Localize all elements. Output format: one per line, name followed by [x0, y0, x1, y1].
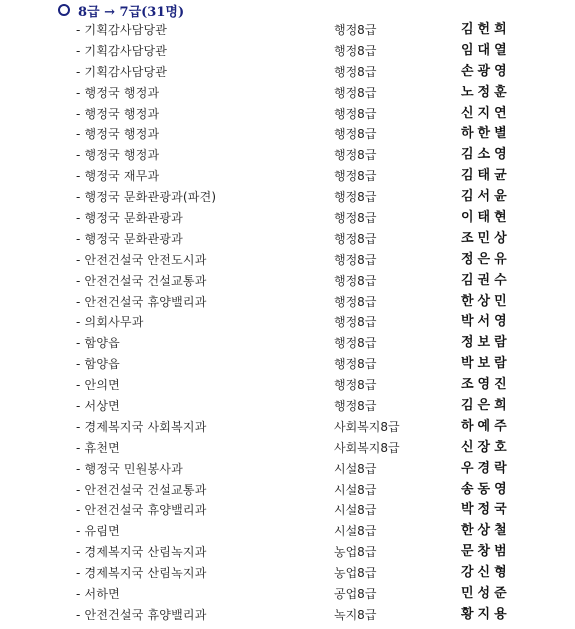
department-label: - 경제복지국 산림녹지과	[76, 566, 207, 581]
department-label: - 행정국 재무과	[76, 169, 160, 184]
person-name: 정보람	[461, 335, 511, 351]
person-name: 조영진	[461, 377, 511, 393]
grade-label: 시설8급	[334, 524, 377, 539]
list-item	[0, 83, 575, 104]
department-label: - 행정국 문화관광과	[76, 211, 183, 226]
person-name: 박정국	[461, 502, 511, 518]
grade-label: 공업8급	[334, 587, 377, 602]
person-name: 이태현	[461, 210, 511, 226]
person-name: 김서윤	[461, 189, 511, 205]
department-label: - 휴천면	[76, 440, 120, 455]
person-name: 박보람	[461, 356, 511, 372]
list-item	[0, 459, 575, 480]
person-name: 문창범	[461, 544, 511, 560]
person-name: 김은희	[461, 398, 511, 414]
department-label: - 경제복지국 사회복지과	[76, 419, 207, 434]
person-name: 정은유	[461, 251, 511, 267]
grade-label: 행정8급	[334, 294, 377, 309]
department-label: - 기획감사담당관	[76, 43, 168, 58]
grade-label: 농업8급	[334, 545, 377, 560]
list-item	[0, 250, 575, 271]
grade-label: 행정8급	[334, 378, 377, 393]
person-name: 송동영	[461, 481, 511, 497]
list-item	[0, 20, 575, 41]
grade-label: 행정8급	[334, 211, 377, 226]
circle-bullet-icon	[58, 4, 70, 16]
person-name: 박서영	[461, 314, 511, 330]
grade-label: 시설8급	[334, 461, 377, 476]
list-item	[0, 584, 575, 605]
department-label: - 기획감사담당관	[76, 23, 168, 37]
grade-label: 사회복지8급	[334, 419, 400, 434]
grade-label: 행정8급	[334, 231, 377, 246]
person-name: 하예주	[461, 418, 511, 434]
department-label: - 유림면	[76, 524, 120, 539]
grade-label: 행정8급	[334, 106, 377, 121]
list-item	[0, 145, 575, 166]
grade-label: 행정8급	[334, 64, 377, 79]
list-item	[0, 166, 575, 187]
person-name: 손광영	[461, 63, 511, 79]
grade-label: 행정8급	[334, 273, 377, 288]
person-name: 김권수	[461, 272, 511, 288]
grade-label: 행정8급	[334, 399, 377, 414]
department-label: - 행정국 문화관광과	[76, 231, 183, 246]
list-item	[0, 104, 575, 125]
list-item	[0, 438, 575, 459]
list-item	[0, 480, 575, 501]
person-name: 민성준	[461, 586, 511, 602]
person-name: 한상민	[461, 293, 511, 309]
list-item	[0, 208, 575, 229]
department-label: - 안전건설국 휴양밸리과	[76, 607, 207, 622]
department-label: - 안전건설국 건설교통과	[76, 273, 207, 288]
grade-label: 행정8급	[334, 315, 377, 330]
grade-label: 시설8급	[334, 482, 377, 497]
department-label: - 행정국 민원봉사과	[76, 461, 183, 476]
list-item	[0, 62, 575, 83]
grade-label: 시설8급	[334, 503, 377, 518]
list-item	[0, 124, 575, 145]
list-item	[0, 521, 575, 542]
person-name: 김태균	[461, 168, 511, 184]
person-name: 노정훈	[461, 84, 511, 100]
department-label: - 서상면	[76, 399, 120, 414]
department-label: - 기획감사담당관	[76, 64, 168, 79]
department-label: - 경제복지국 산림녹지과	[76, 545, 207, 560]
list-item	[0, 500, 575, 521]
person-name: 한상철	[461, 523, 511, 539]
grade-label: 행정8급	[334, 148, 377, 163]
department-label: - 서하면	[76, 587, 120, 602]
department-label: - 안전건설국 휴양밸리과	[76, 503, 207, 518]
grade-label: 행정8급	[334, 85, 377, 100]
department-label: - 안전건설국 건설교통과	[76, 482, 207, 497]
department-label: - 안의면	[76, 378, 120, 393]
person-name: 김헌희	[461, 22, 511, 37]
person-name: 김소영	[461, 147, 511, 163]
promotion-list	[0, 20, 575, 626]
list-item	[0, 41, 575, 62]
grade-label: 행정8급	[334, 252, 377, 267]
grade-label: 행정8급	[334, 43, 377, 58]
grade-label: 행정8급	[334, 169, 377, 184]
grade-label: 녹지8급	[334, 607, 377, 622]
person-name: 조민상	[461, 230, 511, 246]
grade-label: 농업8급	[334, 566, 377, 581]
list-item	[0, 375, 575, 396]
list-item	[0, 417, 575, 438]
person-name: 우경락	[461, 460, 511, 476]
grade-label: 사회복지8급	[334, 440, 400, 455]
department-label: - 행정국 행정과	[76, 148, 160, 163]
department-label: - 안전건설국 안전도시과	[76, 252, 207, 267]
list-item	[0, 229, 575, 250]
person-name: 임대열	[461, 42, 511, 58]
list-item	[0, 187, 575, 208]
person-name: 신지연	[461, 105, 511, 121]
list-item	[0, 271, 575, 292]
department-label: - 행정국 행정과	[76, 85, 160, 100]
grade-label: 행정8급	[334, 127, 377, 142]
person-name: 신장호	[461, 439, 511, 455]
list-item	[0, 312, 575, 333]
list-item	[0, 396, 575, 417]
section-heading-text: 8급 → 7급(31명)	[78, 4, 185, 20]
person-name: 황지용	[461, 606, 511, 622]
list-item	[0, 605, 575, 626]
department-label: - 행정국 문화관광과(파견)	[76, 190, 217, 205]
department-label: - 의회사무과	[76, 315, 144, 330]
grade-label: 행정8급	[334, 357, 377, 372]
department-label: - 안전건설국 휴양밸리과	[76, 294, 207, 309]
department-label: - 함양읍	[76, 336, 120, 351]
list-item	[0, 292, 575, 313]
department-label: - 함양읍	[76, 357, 120, 372]
section-heading	[58, 1, 184, 19]
department-label: - 행정국 행정과	[76, 127, 160, 142]
department-label: - 행정국 행정과	[76, 106, 160, 121]
person-name: 강신형	[461, 565, 511, 581]
grade-label: 행정8급	[334, 190, 377, 205]
person-name: 하한별	[461, 126, 511, 142]
list-item	[0, 542, 575, 563]
list-item	[0, 563, 575, 584]
grade-label: 행정8급	[334, 336, 377, 351]
list-item	[0, 354, 575, 375]
grade-label: 행정8급	[334, 23, 377, 37]
list-item	[0, 333, 575, 354]
